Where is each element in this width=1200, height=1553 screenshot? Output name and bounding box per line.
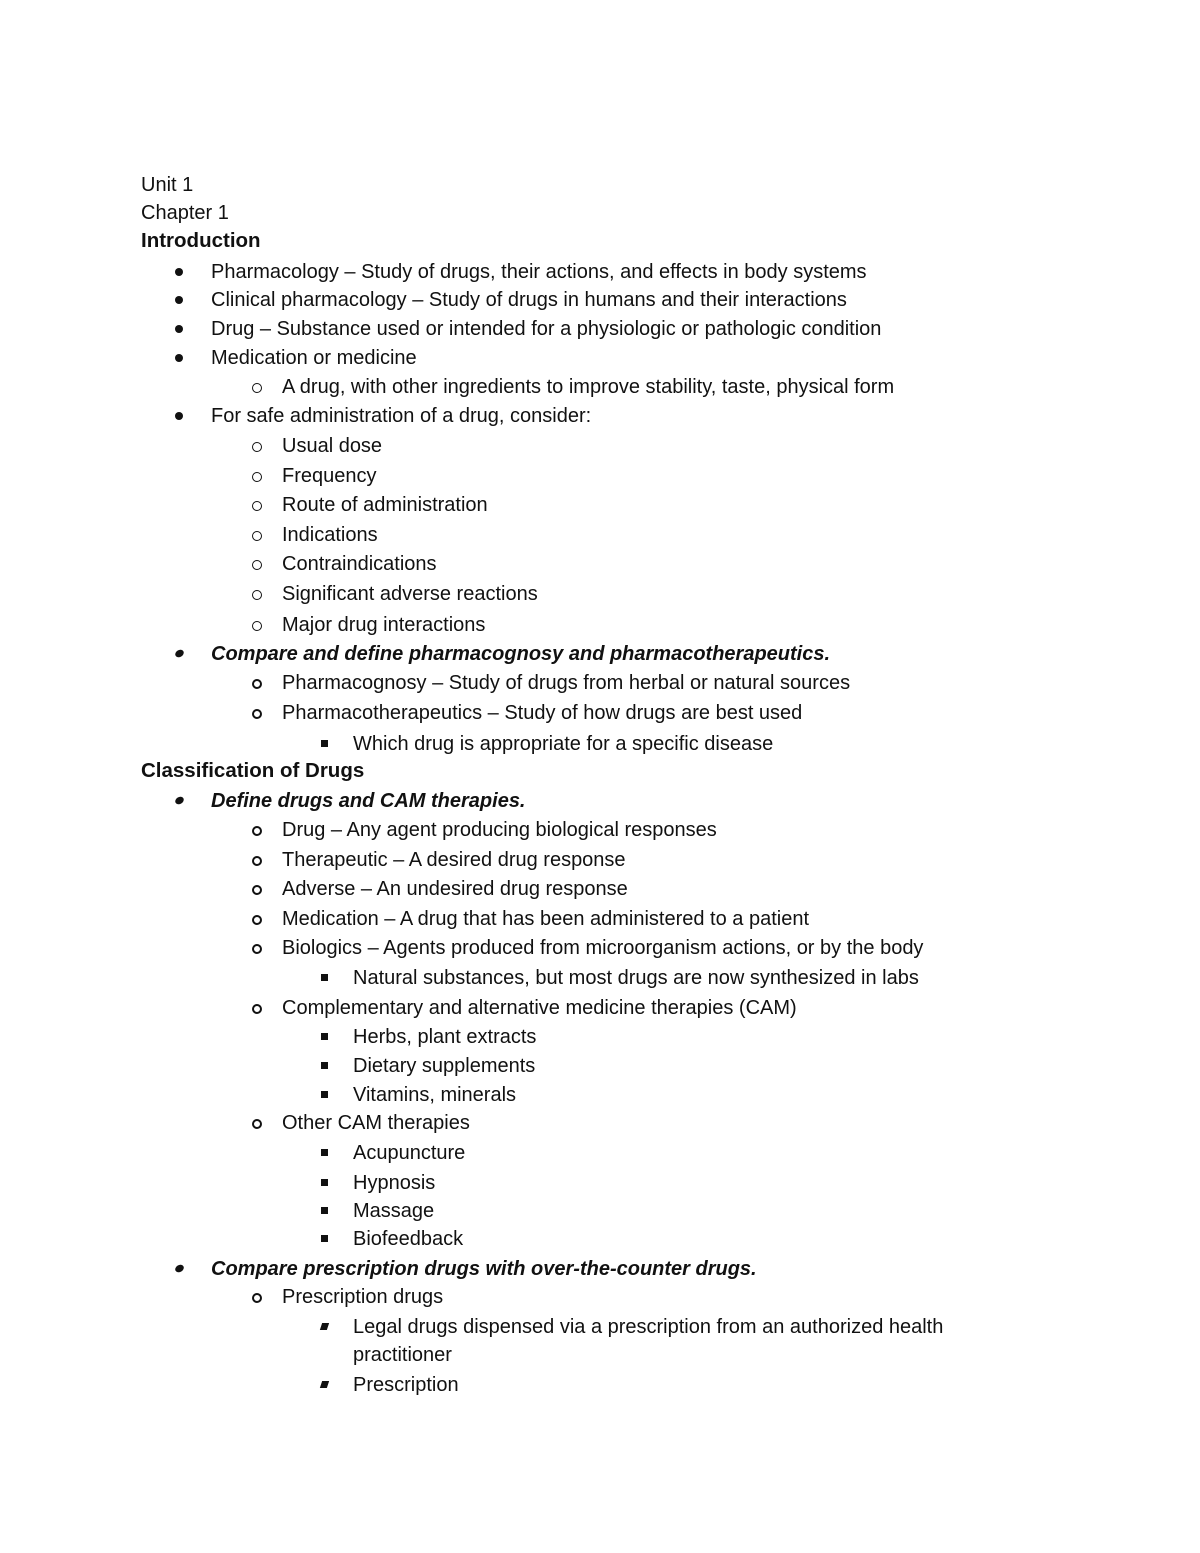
sub-list-item-text: Drug – Any agent producing biological responses	[282, 819, 717, 841]
sub-sub-list-item-text: Biofeedback	[353, 1228, 464, 1250]
sub-list-item-text: Other CAM therapies	[282, 1112, 470, 1134]
objective-item	[211, 789, 526, 813]
chapter-label	[141, 201, 229, 225]
objective-item	[211, 642, 830, 666]
sub-list-item-text: Route of administration	[282, 494, 488, 516]
bullet-icon	[175, 412, 183, 420]
sub-list-item	[282, 671, 850, 695]
hollow-bullet-icon	[252, 501, 262, 511]
sub-list-item	[282, 552, 437, 576]
hollow-bullet-icon	[252, 915, 262, 925]
sub-sub-list-item-text: Natural substances, but most drugs are now synthesized in labs	[353, 967, 919, 989]
bullet-icon	[174, 648, 185, 659]
sub-sub-list-item-text: Hypnosis	[353, 1172, 436, 1194]
list-item	[211, 346, 417, 370]
list-item	[211, 260, 867, 284]
sub-sub-list-item	[353, 1025, 536, 1049]
hollow-bullet-icon	[252, 472, 262, 482]
list-item-text: For safe administration of a drug, consider:	[211, 405, 592, 427]
sub-list-item-text: Contraindications	[282, 553, 437, 575]
hollow-bullet-icon	[252, 679, 262, 689]
hollow-bullet-icon	[252, 383, 262, 393]
sub-list-item-text: Major drug interactions	[282, 614, 486, 636]
sub-list-item	[282, 818, 717, 842]
sub-list-item-text: Complementary and alternative medicine therapies (CAM)	[282, 997, 797, 1019]
sub-sub-list-item	[353, 1083, 516, 1107]
sub-sub-list-item-text: Legal drugs dispensed via a prescription from an authorized health	[353, 1316, 944, 1338]
sub-list-item	[282, 464, 377, 488]
objective-text: Compare and define pharmacognosy and pharmacotherapeutics.	[211, 643, 831, 665]
bullet-icon	[174, 795, 185, 806]
square-bullet-icon	[321, 1179, 328, 1186]
sub-sub-list-item	[353, 1315, 943, 1339]
sub-list-item	[282, 613, 485, 637]
hollow-bullet-icon	[252, 1004, 262, 1014]
sub-list-item-text: Pharmacotherapeutics – Study of how drugs are best used	[282, 702, 803, 724]
list-item	[211, 317, 881, 341]
sub-list-item	[282, 877, 628, 901]
sub-list-item-text: Therapeutic – A desired drug response	[282, 849, 626, 871]
chapter-text: Chapter 1	[141, 202, 229, 224]
sub-list-item	[282, 907, 809, 931]
bullet-icon	[175, 354, 183, 362]
sub-list-item-text: Pharmacognosy – Study of drugs from herbal or natural sources	[282, 672, 851, 694]
sub-sub-list-item	[353, 966, 919, 990]
section-heading-introduction	[141, 229, 261, 253]
hollow-bullet-icon	[252, 856, 262, 866]
heading-text: Classification of Drugs	[141, 759, 365, 782]
hollow-bullet-icon	[252, 1293, 262, 1303]
sub-sub-list-item-text: practitioner	[353, 1344, 452, 1366]
list-item-text: Pharmacology – Study of drugs, their actions, and effects in body systems	[211, 261, 867, 283]
list-item	[211, 288, 847, 312]
sub-list-item	[282, 375, 894, 399]
objective-text: Define drugs and CAM therapies.	[211, 790, 526, 812]
list-item-text: Clinical pharmacology – Study of drugs in humans and their interactions	[211, 289, 847, 311]
hollow-bullet-icon	[252, 590, 262, 600]
hollow-bullet-icon	[252, 1119, 262, 1129]
hollow-bullet-icon	[252, 709, 262, 719]
square-bullet-icon	[321, 1091, 328, 1098]
sub-list-item-text: A drug, with other ingredients to improve stability, taste, physical form	[282, 376, 895, 398]
objective-text: Compare prescription drugs with over-the-counter drugs.	[211, 1258, 757, 1280]
sub-list-item-text: Indications	[282, 524, 378, 546]
sub-list-item	[282, 434, 382, 458]
sub-list-item	[282, 582, 538, 606]
square-bullet-icon	[320, 1323, 329, 1330]
square-bullet-icon	[321, 1149, 328, 1156]
list-item	[211, 404, 591, 428]
sub-sub-list-item	[353, 1141, 465, 1165]
sub-list-item-text: Biologics – Agents produced from microorganism actions, or by the body	[282, 937, 924, 959]
sub-sub-list-item-text: Massage	[353, 1200, 435, 1222]
sub-sub-list-item-text: Which drug is appropriate for a specific disease	[353, 733, 774, 755]
square-bullet-icon	[321, 1062, 328, 1069]
sub-sub-list-item	[353, 1054, 535, 1078]
unit-label	[141, 173, 193, 197]
square-bullet-icon	[321, 1235, 328, 1242]
sub-list-item	[282, 701, 802, 725]
sub-sub-list-item-continuation	[353, 1343, 452, 1367]
hollow-bullet-icon	[252, 531, 262, 541]
square-bullet-icon	[321, 740, 328, 747]
hollow-bullet-icon	[252, 560, 262, 570]
sub-list-item-text: Adverse – An undesired drug response	[282, 878, 628, 900]
objective-item	[211, 1257, 757, 1281]
bullet-icon	[174, 1263, 185, 1274]
sub-sub-list-item-text: Acupuncture	[353, 1142, 466, 1164]
square-bullet-icon	[321, 974, 328, 981]
hollow-bullet-icon	[252, 826, 262, 836]
sub-list-item-text: Usual dose	[282, 435, 383, 457]
sub-list-item	[282, 848, 626, 872]
section-heading-classification	[141, 759, 364, 783]
list-item-text: Medication or medicine	[211, 347, 417, 369]
sub-sub-list-item	[353, 1373, 459, 1397]
unit-text: Unit 1	[141, 174, 194, 196]
sub-list-item-text: Medication – A drug that has been administered to a patient	[282, 908, 810, 930]
sub-sub-list-item	[353, 1227, 463, 1251]
bullet-icon	[175, 296, 183, 304]
sub-list-item	[282, 523, 378, 547]
sub-list-item	[282, 1111, 470, 1135]
bullet-icon	[175, 268, 183, 276]
sub-sub-list-item-text: Herbs, plant extracts	[353, 1026, 537, 1048]
square-bullet-icon	[321, 1033, 328, 1040]
sub-list-item	[282, 936, 923, 960]
hollow-bullet-icon	[252, 442, 262, 452]
square-bullet-icon	[320, 1381, 329, 1388]
sub-sub-list-item	[353, 1171, 435, 1195]
bullet-icon	[175, 325, 183, 333]
hollow-bullet-icon	[252, 621, 262, 631]
sub-sub-list-item-text: Prescription	[353, 1374, 459, 1396]
list-item-text: Drug – Substance used or intended for a physiologic or pathologic condition	[211, 318, 882, 340]
sub-sub-list-item	[353, 1199, 434, 1223]
sub-list-item	[282, 493, 488, 517]
sub-sub-list-item	[353, 732, 773, 756]
sub-list-item-text: Frequency	[282, 465, 377, 487]
sub-sub-list-item-text: Dietary supplements	[353, 1055, 536, 1077]
hollow-bullet-icon	[252, 885, 262, 895]
heading-text: Introduction	[141, 229, 261, 252]
sub-list-item	[282, 996, 797, 1020]
sub-sub-list-item-text: Vitamins, minerals	[353, 1084, 517, 1106]
hollow-bullet-icon	[252, 944, 262, 954]
square-bullet-icon	[321, 1207, 328, 1214]
sub-list-item-text: Significant adverse reactions	[282, 583, 538, 605]
sub-list-item-text: Prescription drugs	[282, 1286, 444, 1308]
sub-list-item	[282, 1285, 443, 1309]
